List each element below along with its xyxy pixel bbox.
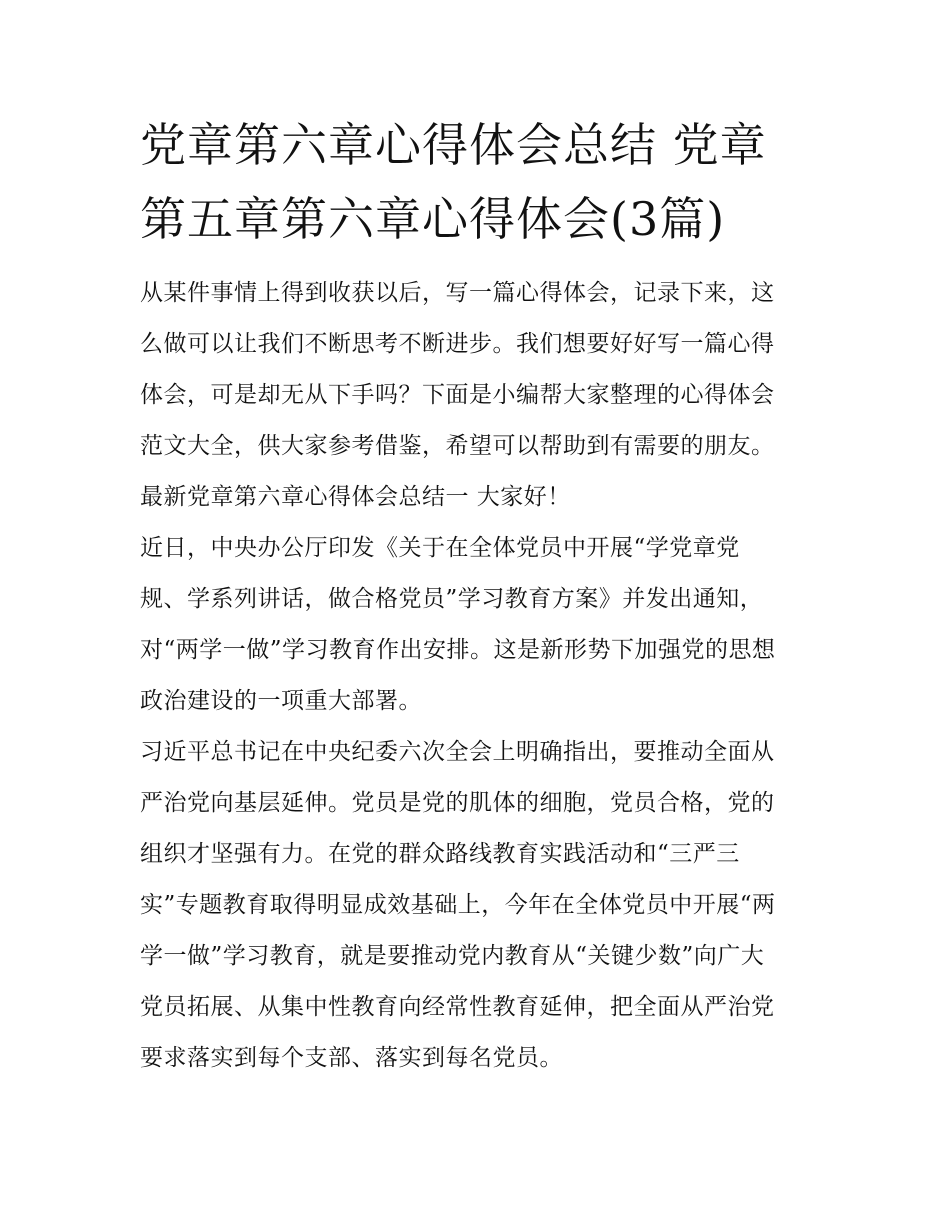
body-line: 范文大全，供大家参考借鉴，希望可以帮助到有需要的朋友。	[140, 433, 775, 459]
body-line: 近日，中央办公厅印发《关于在全体党员中开展“学党章党	[140, 535, 740, 561]
body-line: 要求落实到每个支部、落实到每名党员。	[140, 1045, 563, 1071]
document-title: 党章第六章心得体会总结 党章第五章第六章心得体会(3篇)	[140, 118, 767, 246]
body-line: 最新党章第六章心得体会总结一 大家好！	[140, 484, 571, 510]
document-body	[140, 268, 812, 1084]
body-line: 从某件事情上得到收获以后，写一篇心得体会，记录下来，这	[140, 280, 775, 306]
body-line: 学一做”学习教育，就是要推动党内教育从“关键少数”向广大	[140, 943, 765, 969]
body-line: 规、学系列讲话，做合格党员”学习教育方案》并发出通知，	[140, 586, 764, 612]
body-line: 党员拓展、从集中性教育向经常性教育延伸，把全面从严治党	[140, 994, 775, 1020]
body-line: 组织才坚强有力。在党的群众路线教育实践活动和“三严三	[140, 841, 740, 867]
body-line: 体会，可是却无从下手吗？下面是小编帮大家整理的心得体会	[140, 382, 775, 408]
body-line: 么做可以让我们不断思考不断进步。我们想要好好写一篇心得	[140, 331, 775, 357]
body-line: 对“两学一做”学习教育作出安排。这是新形势下加强党的思想	[140, 637, 776, 663]
body-line: 实”专题教育取得明显成效基础上，今年在全体党员中开展“两	[140, 892, 776, 918]
body-line: 政治建设的一项重大部署。	[140, 688, 422, 714]
body-line: 严治党向基层延伸。党员是党的肌体的细胞，党员合格，党的	[140, 790, 775, 816]
body-line: 习近平总书记在中央纪委六次全会上明确指出，要推动全面从	[140, 739, 775, 765]
document-page	[140, 108, 812, 1084]
